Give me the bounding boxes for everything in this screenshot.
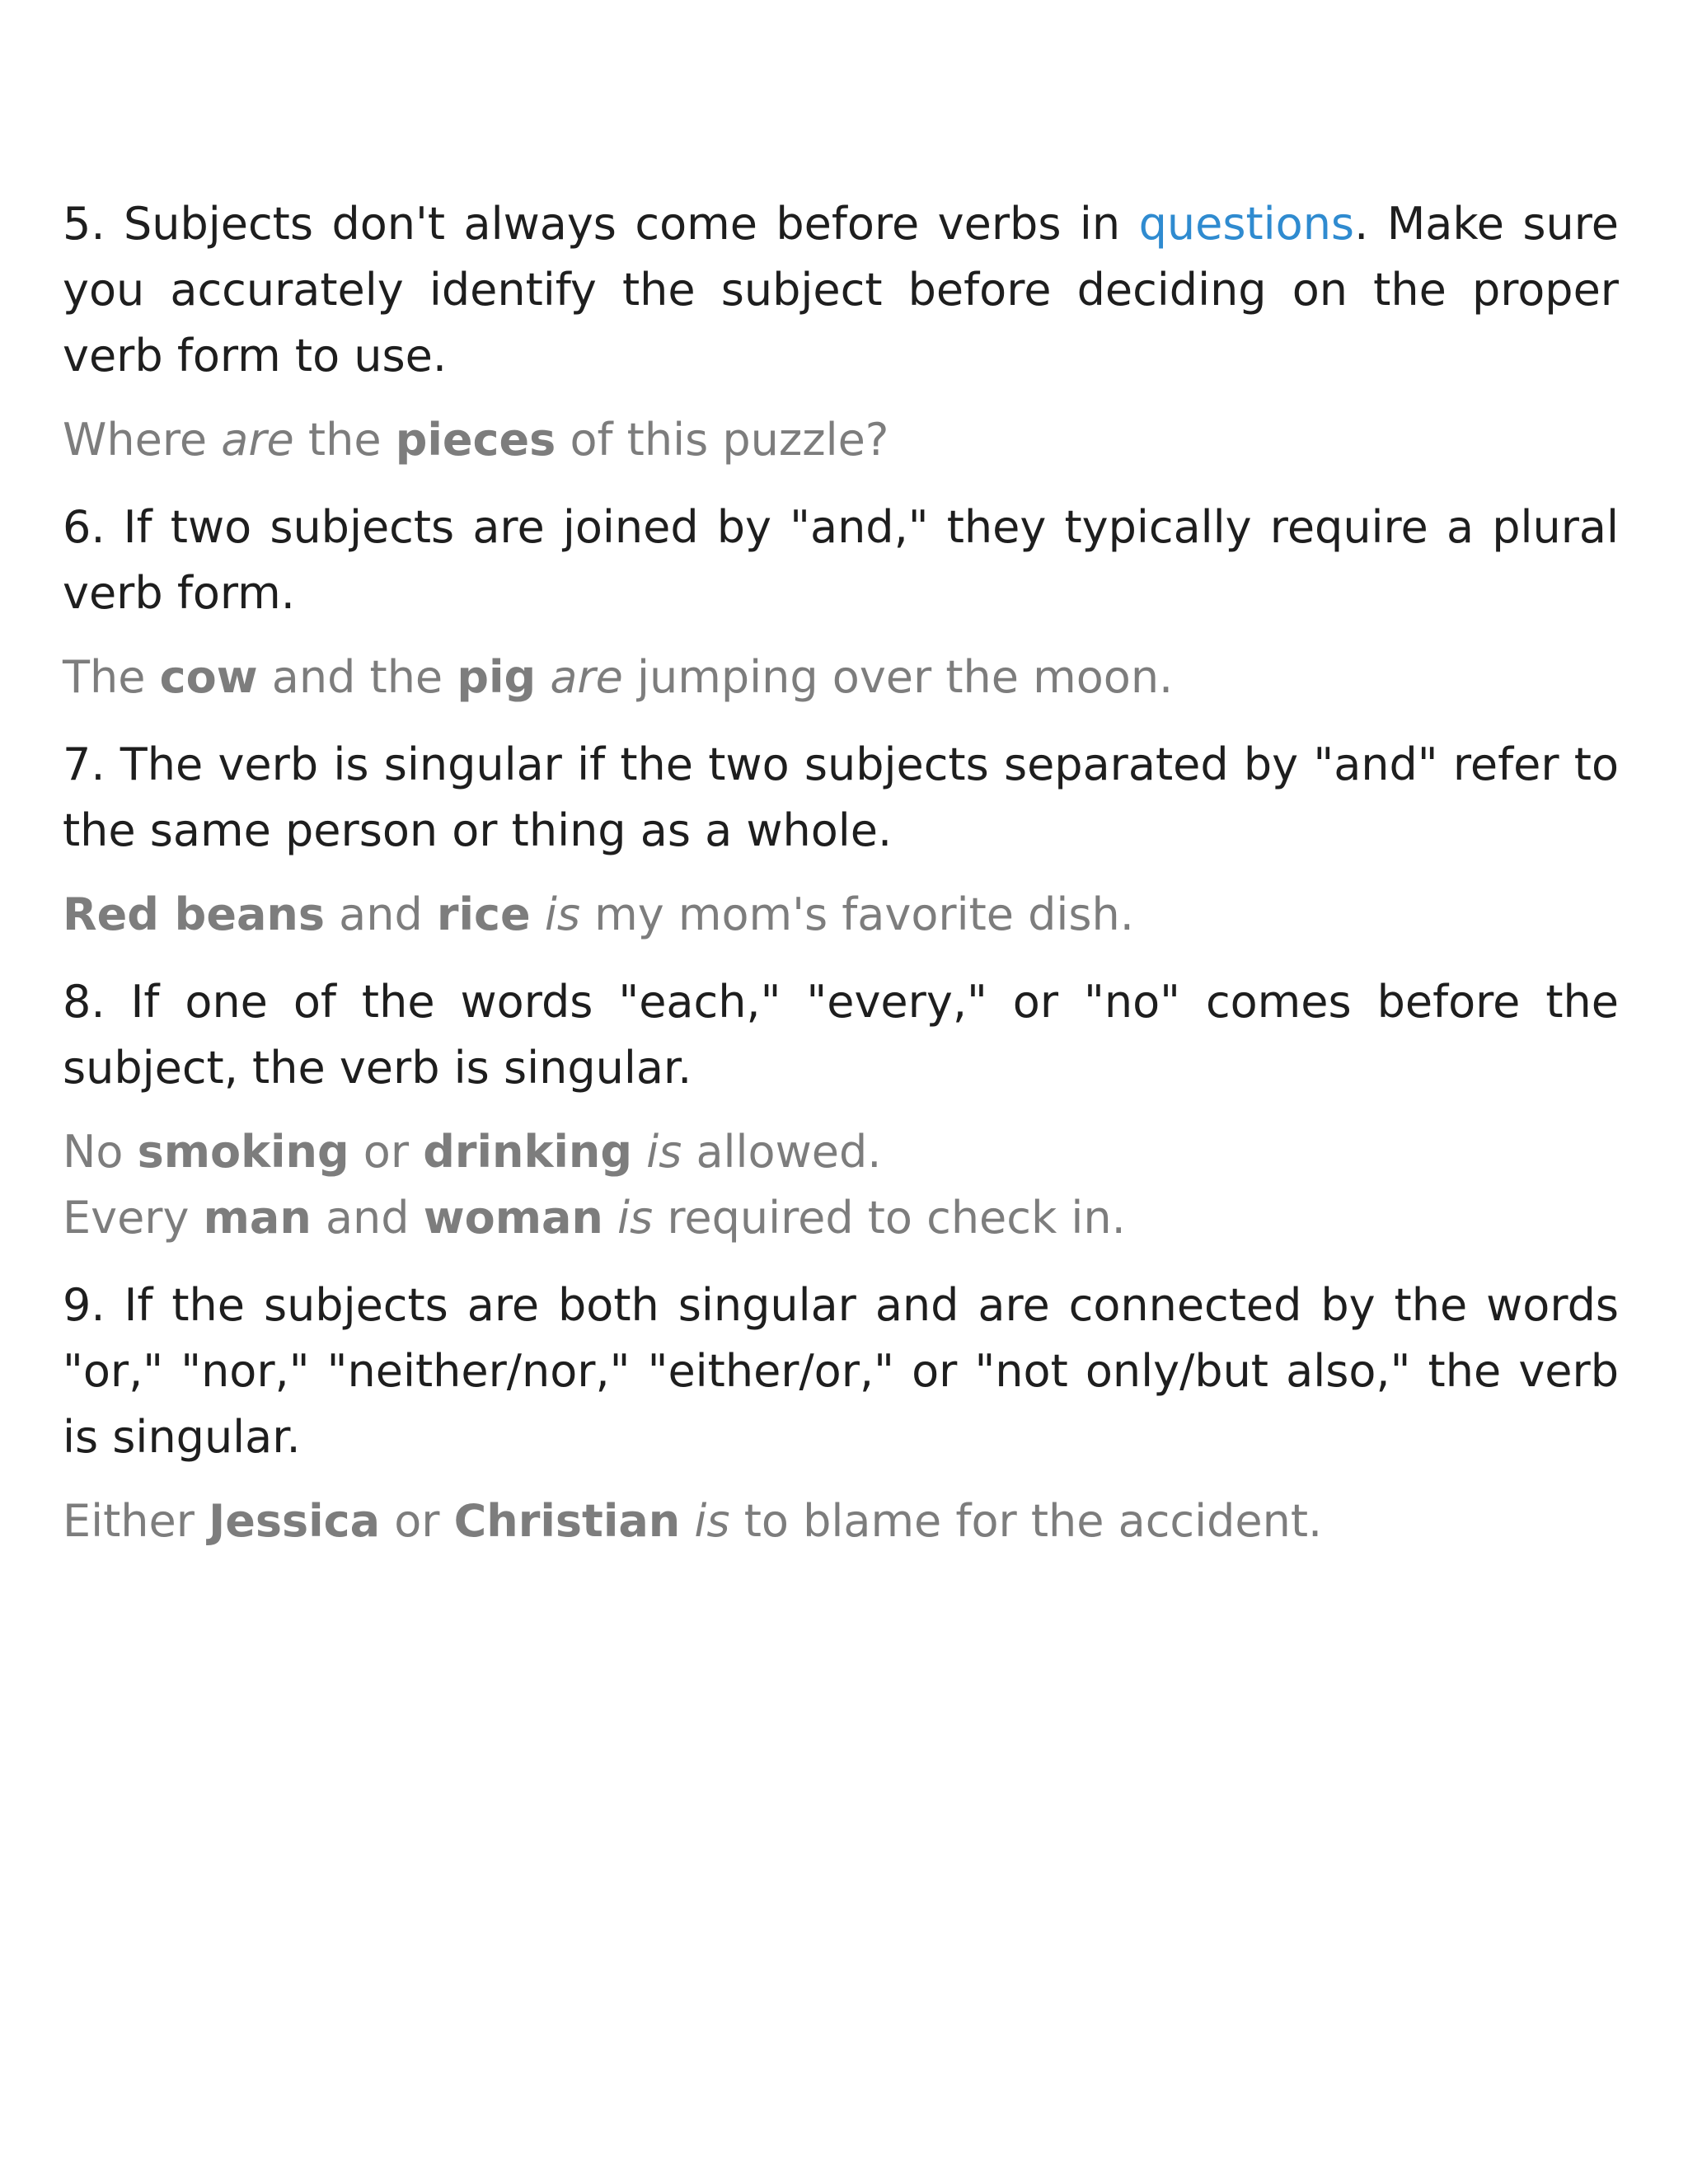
- rule-text: 9. If the subjects are both singular and are connected by the words "or," "nor," "neither/nor," "either/or," or "not only/but also," the verb is singular.: [63, 1279, 1619, 1463]
- rule-text: 6. If two subjects are joined by "and," they typically require a plural verb form.: [63, 501, 1619, 619]
- verb-word: is: [694, 1495, 730, 1547]
- verb-word: are: [221, 414, 294, 466]
- example-text: to blame for the accident.: [729, 1495, 1323, 1547]
- example-text: and: [311, 1192, 424, 1244]
- subject-word: cow: [159, 651, 258, 703]
- example-text: [603, 1192, 617, 1244]
- example-text: Every: [63, 1192, 204, 1244]
- subject-word: smoking: [137, 1126, 349, 1178]
- rule-text: 8. If one of the words "each," "every," or "no" comes before the subject, the verb is singular.: [63, 976, 1619, 1094]
- subject-word: woman: [423, 1192, 603, 1244]
- verb-word: is: [544, 888, 580, 940]
- subject-word: Red beans: [63, 888, 325, 940]
- example-text: or: [380, 1495, 454, 1547]
- example-block: [63, 644, 1619, 710]
- example-sentence: [63, 882, 1619, 948]
- example-text: [536, 651, 550, 703]
- rule-text: 7. The verb is singular if the two subjects separated by "and" refer to the same person or thing as a whole.: [63, 738, 1619, 856]
- example-text: or: [349, 1126, 424, 1178]
- example-text: and the: [257, 651, 457, 703]
- subject-word: man: [203, 1192, 312, 1244]
- example-sentence: [63, 1119, 1619, 1185]
- example-sentence: [63, 407, 1619, 473]
- example-text: No: [63, 1126, 138, 1178]
- example-text: my mom's favorite dish.: [580, 888, 1134, 940]
- example-sentence: [63, 644, 1619, 710]
- example-text: [680, 1495, 694, 1547]
- example-text: Where: [63, 414, 222, 466]
- example-text: allowed.: [682, 1126, 882, 1178]
- example-text: [531, 888, 545, 940]
- example-text: and: [324, 888, 437, 940]
- example-sentence: [63, 1185, 1619, 1251]
- example-text: required to check in.: [653, 1192, 1126, 1244]
- rule-paragraph: [63, 494, 1619, 626]
- subject-word: Jessica: [209, 1495, 381, 1547]
- questions-link[interactable]: questions: [1138, 198, 1355, 250]
- rule-text: . Make sure you accurately identify the subject before deciding on the proper verb form to use.: [63, 198, 1620, 382]
- example-block: [63, 1488, 1619, 1554]
- rule-text: 5. Subjects don't always come before verbs in: [63, 198, 1139, 250]
- subject-word: drinking: [423, 1126, 632, 1178]
- subject-word: pieces: [395, 414, 556, 466]
- subject-word: rice: [436, 888, 531, 940]
- example-block: [63, 407, 1619, 473]
- example-text: jumping over the moon.: [622, 651, 1174, 703]
- example-text: [632, 1126, 646, 1178]
- verb-word: is: [646, 1126, 682, 1178]
- rule-paragraph: [63, 969, 1619, 1101]
- rule-paragraph: [63, 732, 1619, 864]
- document-page: [63, 191, 1619, 1576]
- rule-paragraph: [63, 1272, 1619, 1470]
- subject-word: pig: [457, 651, 537, 703]
- example-block: [63, 882, 1619, 948]
- subject-word: Christian: [453, 1495, 681, 1547]
- example-sentence: [63, 1488, 1619, 1554]
- verb-word: are: [550, 651, 623, 703]
- example-text: Either: [63, 1495, 209, 1547]
- example-text: the: [293, 414, 396, 466]
- example-text: The: [63, 651, 160, 703]
- example-text: of this puzzle?: [556, 414, 889, 466]
- example-block: [63, 1119, 1619, 1251]
- verb-word: is: [617, 1192, 654, 1244]
- rule-paragraph: [63, 191, 1619, 389]
